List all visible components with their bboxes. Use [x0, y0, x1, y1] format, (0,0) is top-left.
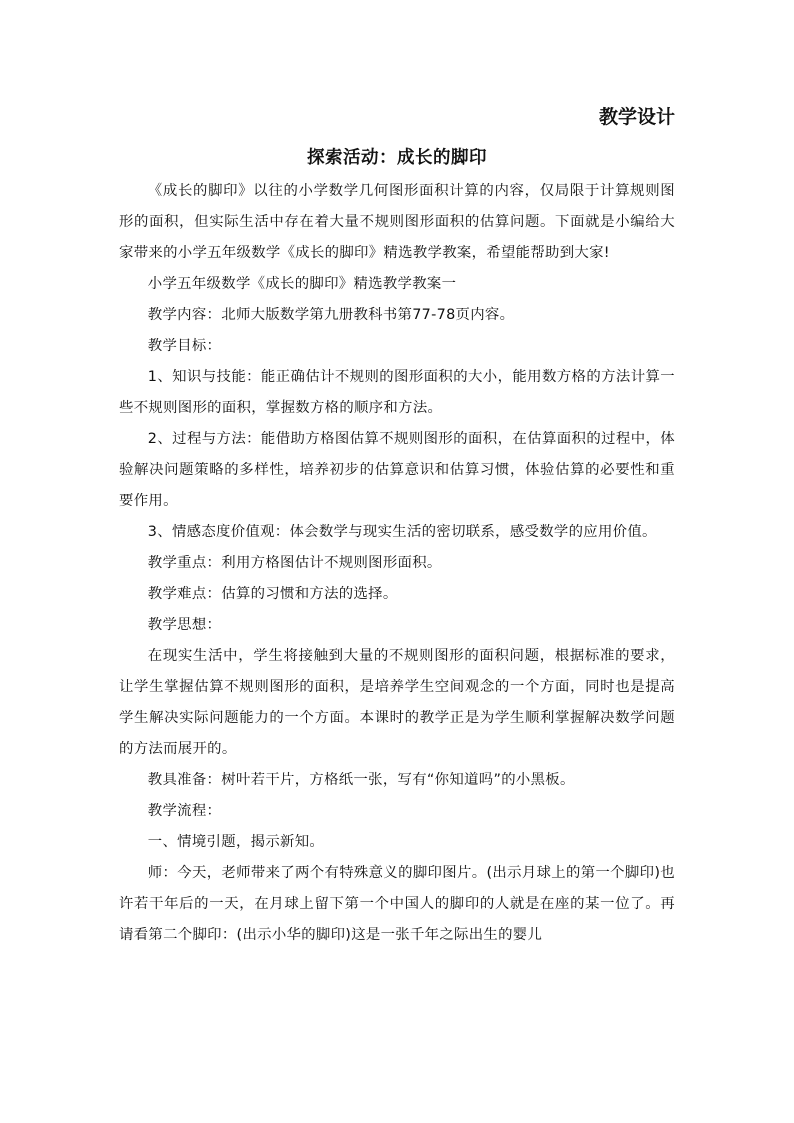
teaching-process-heading: 教学流程：	[147, 803, 222, 819]
teaching-aids: 教具准备：树叶若干片，方格纸一张，写有“你知道吗”的小黑板。	[147, 772, 575, 788]
teaching-difficulty: 教学难点：估算的习惯和方法的选择。	[147, 586, 398, 602]
goal-knowledge-skills: 1、知识与技能：能正确估计不规则的图形面积的大小，能用数方格的方法计算一些不规则图形的面积，掌握数方格的顺序和方法。	[119, 369, 675, 416]
teaching-thought-paragraph: 在现实生活中，学生将接触到大量的不规则图形的面积问题，根据标准的要求，让学生掌握估算不规则图形的面积，是培养学生空间观念的一个方面，同时也是提高学生解决实际问题能力的一个方面。本课时的教学正是为学生顺利掌握解决数学问题的方法而展开的。	[119, 648, 675, 757]
teaching-goals-heading: 教学目标：	[147, 338, 222, 354]
teaching-thought-heading: 教学思想：	[147, 617, 222, 633]
document-page	[119, 96, 675, 951]
document-title: 探索活动：成长的脚印	[307, 148, 487, 168]
teacher-dialogue-paragraph: 师：今天，老师带来了两个有特殊意义的脚印图片。(出示月球上的第一个脚印)也许若干年后的一天，在月球上留下第一个中国人的脚印的人就是在座的某一位了。再请看第二个脚印：(出示小华的脚印)这是一张千年之际出生的婴儿	[119, 865, 675, 943]
goal-emotion-values: 3、情感态度价值观：体会数学与现实生活的密切联系，感受数学的应用价值。	[147, 524, 657, 540]
intro-paragraph: 《成长的脚印》以往的小学数学几何图形面积计算的内容，仅局限于计算规则图形的面积，但实际生活中存在着大量不规则图形面积的估算问题。下面就是小编给大家带来的小学五年级数学《成长的脚印》精选教学教案，希望能帮助到大家!	[119, 183, 675, 261]
document-type-label: 教学设计	[598, 106, 675, 128]
lesson-plan-heading: 小学五年级数学《成长的脚印》精选教学教案一	[147, 276, 457, 292]
teaching-key-point: 教学重点：利用方格图估计不规则图形面积。	[147, 555, 442, 571]
goal-process-method: 2、过程与方法：能借助方格图估算不规则图形的面积，在估算面积的过程中，体验解决问题策略的多样性，培养初步的估算意识和估算习惯，体验估算的必要性和重要作用。	[119, 431, 675, 509]
section-one-heading: 一、情境引题，揭示新知。	[147, 834, 325, 850]
teaching-content: 教学内容：北师大版数学第九册教科书第77-78页内容。	[147, 307, 515, 323]
